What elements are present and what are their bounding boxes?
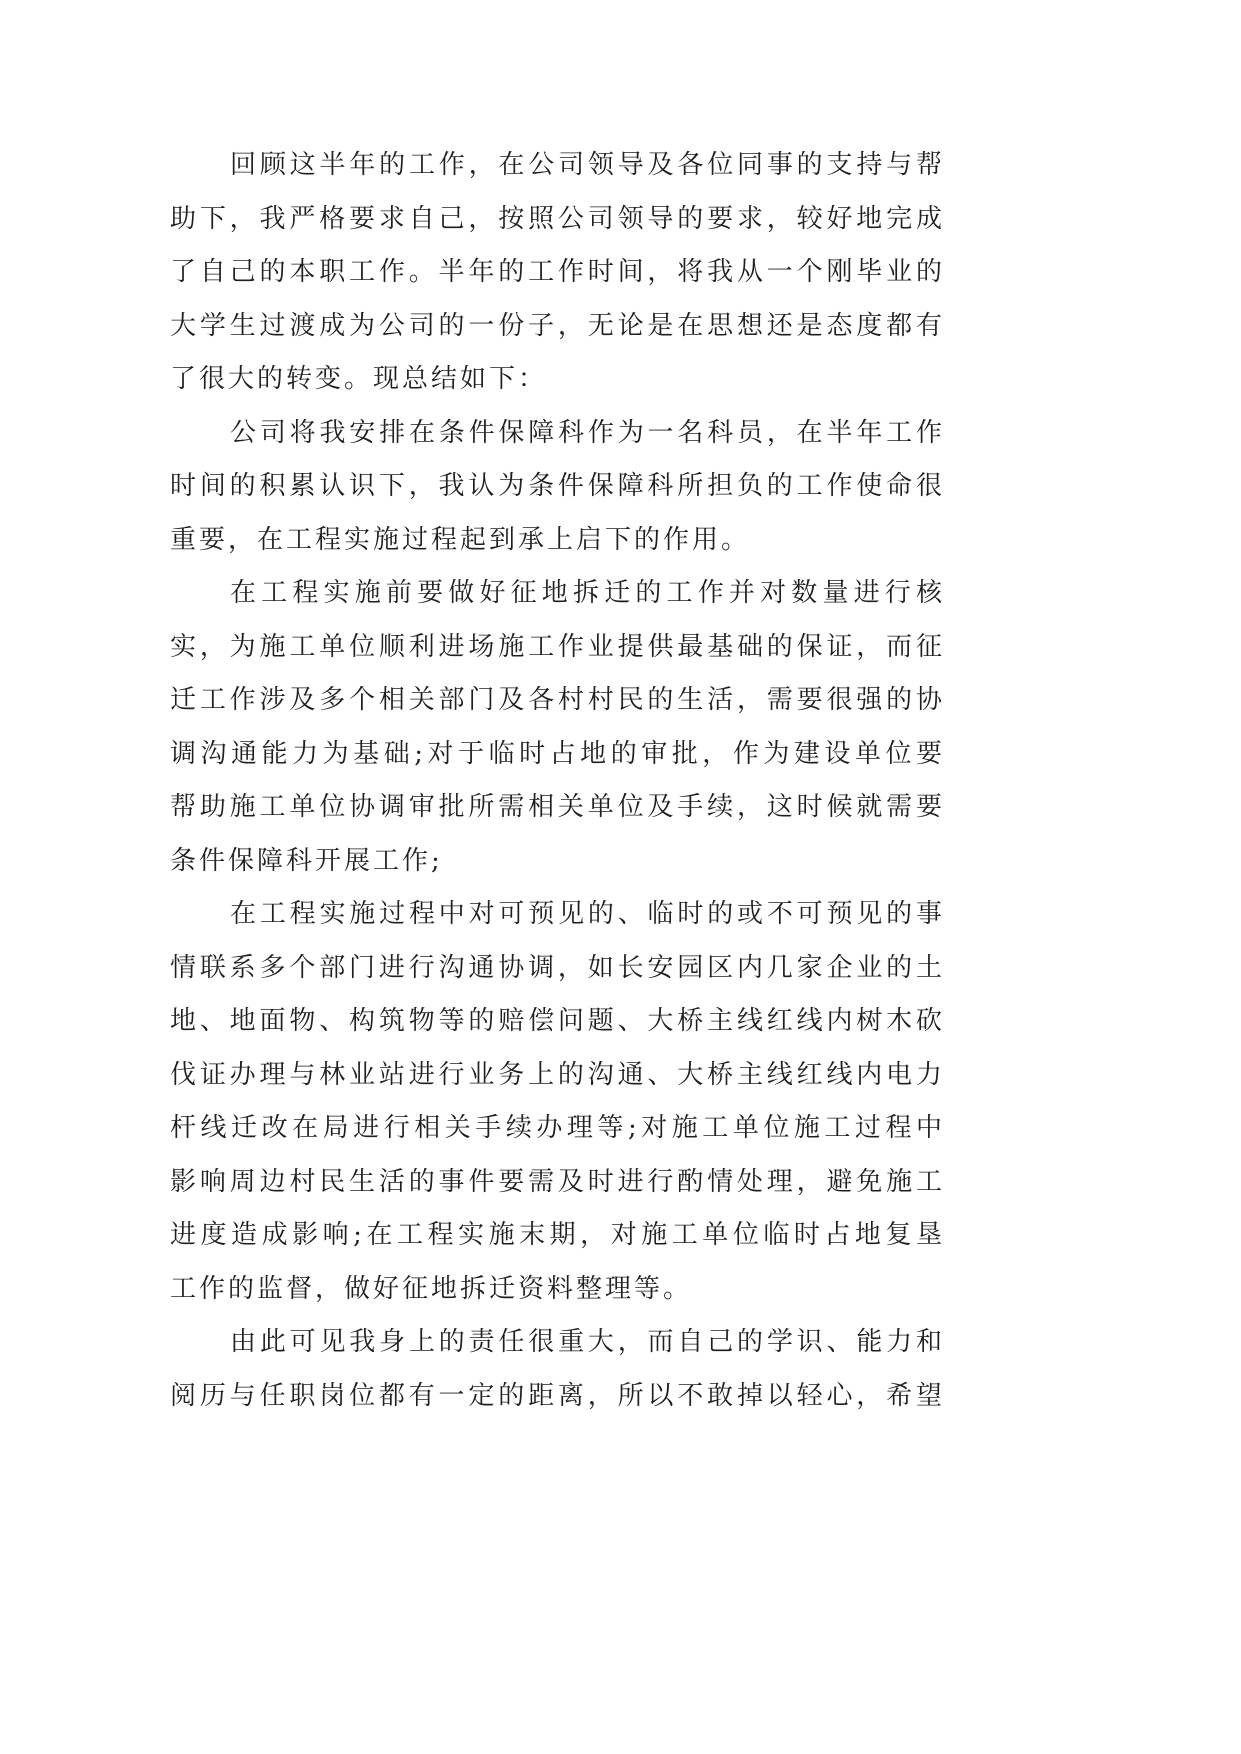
text-line: 影响周边村民生活的事件要需及时进行酌情处理，避免施工	[170, 1166, 942, 1197]
paragraph	[170, 139, 942, 407]
text-line: 公司将我安排在条件保障科作为一名科员，在半年工作	[230, 417, 942, 448]
text-line: 实，为施工单位顺利进场施工作业提供最基础的保证，而征	[170, 631, 942, 662]
text-line: 地、地面物、构筑物等的赔偿问题、大桥主线红线内树木砍	[170, 1006, 942, 1036]
text-line: 进度造成影响;在工程实施末期，对施工单位临时占地复垦	[170, 1220, 942, 1250]
paragraph	[170, 888, 942, 1316]
text-line: 时间的积累认识下，我认为条件保障科所担负的工作使命很	[170, 471, 942, 501]
text-line: 条件保障科开展工作;	[170, 845, 443, 876]
text-line: 在工程实施前要做好征地拆迁的工作并对数量进行核	[230, 578, 942, 608]
text-line: 工作的监督，做好征地拆迁资料整理等。	[170, 1273, 693, 1304]
text-line: 了自己的本职工作。半年的工作时间，将我从一个刚毕业的	[170, 257, 942, 287]
text-line: 助下，我严格要求自己，按照公司领导的要求，较好地完成	[170, 203, 942, 234]
paragraph	[170, 407, 942, 568]
text-line: 帮助施工单位协调审批所需相关单位及手续，这时候就需要	[170, 792, 942, 822]
text-line: 在工程实施过程中对可预见的、临时的或不可预见的事	[230, 899, 942, 929]
text-line: 由此可见我身上的责任很重大，而自己的学识、能力和	[230, 1327, 942, 1357]
text-line: 迁工作涉及多个相关部门及各村村民的生活，需要很强的协	[170, 685, 942, 715]
document-body	[170, 139, 942, 1423]
paragraph	[170, 567, 942, 888]
text-line: 大学生过渡成为公司的一份子，无论是在思想还是态度都有	[170, 310, 942, 341]
text-line: 重要，在工程实施过程起到承上启下的作用。	[170, 524, 751, 555]
text-line: 阅历与任职岗位都有一定的距离，所以不敢掉以轻心，希望	[170, 1380, 942, 1411]
text-line: 伐证办理与林业站进行业务上的沟通、大桥主线红线内电力	[170, 1059, 942, 1090]
text-line: 杆线迁改在局进行相关手续办理等;对施工单位施工过程中	[170, 1113, 942, 1143]
text-line: 情联系多个部门进行沟通协调，如长安园区内几家企业的土	[170, 952, 942, 983]
text-line: 调沟通能力为基础;对于临时占地的审批，作为建设单位要	[170, 738, 942, 769]
text-line: 回顾这半年的工作，在公司领导及各位同事的支持与帮	[230, 150, 942, 180]
text-line: 了很大的转变。现总结如下：	[170, 364, 548, 394]
paragraph	[170, 1316, 942, 1423]
